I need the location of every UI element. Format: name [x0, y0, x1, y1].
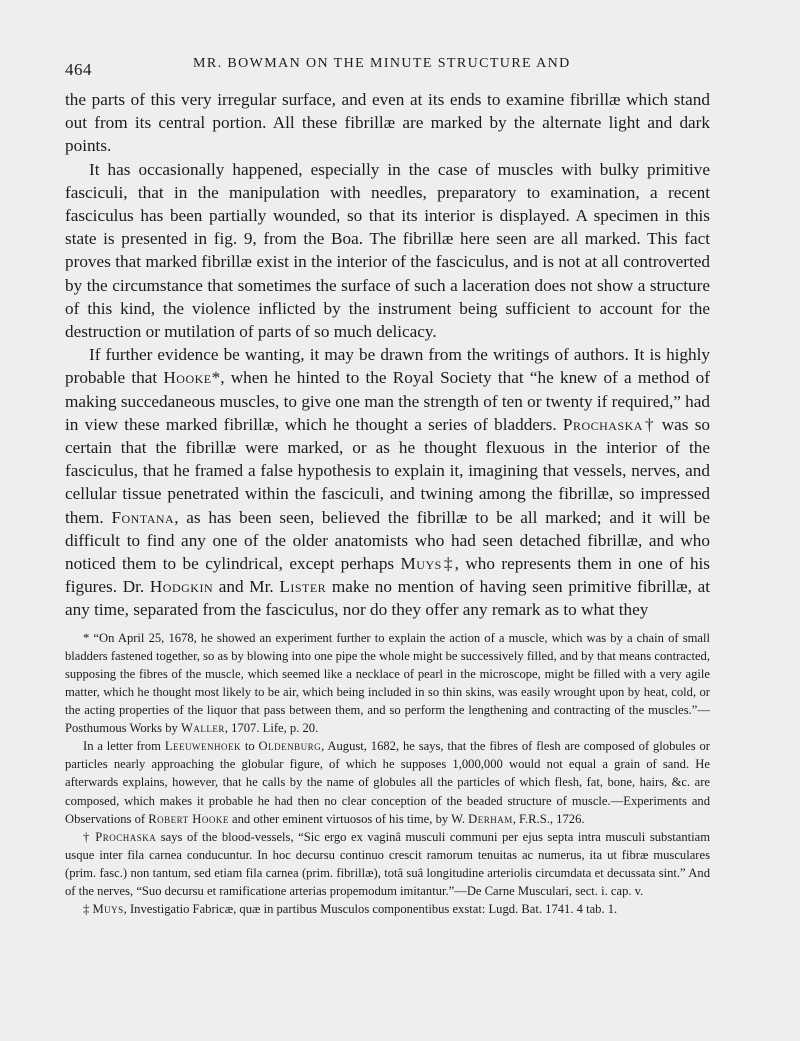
paragraph-continuation: the parts of this very irregular surface, and even at its ends to examine fibrillæ which stand out from its central portion. All these fibrillæ are marked by the alternate light and dark points. — [65, 90, 710, 156]
author-name: Muys — [92, 902, 124, 917]
author-name: Prochaska — [562, 414, 643, 434]
paragraph-lacerated-fasciculus: It has occasionally happened, especially in the case of muscles with bulky primitive fasciculi, that in the manipulation with needles, preparatory to examination, a recent fasciculus has been partially wounded, so that its interior is displayed. A specimen in this state is presented in fig. 9, from the Boa. The fibrillæ here seen are all marked. This fact proves that marked fibrillæ exist in the interior of the fasciculus, and is not at all controverted by the circumstance that sometimes the surface of such a laceration does not show a structure of this kind, the violence inflicted by the instrument being sufficient to account for the destruction or mutilation of parts of so much delicacy. — [65, 159, 710, 342]
author-name: Hodgkin — [149, 577, 214, 597]
footnote-prochaska: † Prochaska says of the blood-vessels, “Sic ergo ex vaginâ musculi communi per ejus septa intra musculi substantiam usque inter fila carnea conducuntur. In hoc decursu continuo crescit ramorum tenuitas ac numerus, ita ut fibræ musculares (prim. fasc.) non tantum, sed etiam fila carnea (prim. fibrillæ), totâ suâ longitudine arteriolis circumdata et decussata sint.” And of the nerves, “Suo decursu et ramificatione arterias propemodum imitantur.”—De Carne Musculari, sect. i. cap. v. — [65, 829, 710, 898]
footnotes — [65, 629, 710, 919]
footnote-muys: ‡ Muys, Investigatio Fabricæ, quæ in partibus Musculos componentibus exstat: Lugd. Bat. 1741. 4 tab. 1. — [83, 902, 618, 917]
author-name: Leeuwenhoek — [164, 739, 241, 754]
footnote-leeuwenhoek: In a letter from Leeuwenhoek to Oldenburg, August, 1682, he says, that the fibres of flesh are composed of globules or particles nearly approaching the globular figure, of which he supposes 1,000,000 would not equal a grain of sand. He afterwards explains, however, that he calls by the name of globules all the particles of which flesh, fat, bone, hairs, &c. are composed, which makes it probable he had then no clear conception of the beaded structure of muscle.—Experiments and Observations of Robert Hooke and other eminent virtuosos of his time, by W. Derham, F.R.S., 1726. — [65, 739, 710, 826]
author-name: Robert Hooke — [148, 811, 229, 826]
page-number: 464 — [65, 60, 92, 79]
running-title: MR. BOWMAN ON THE MINUTE STRUCTURE AND — [193, 56, 571, 71]
author-name: Derham — [468, 811, 513, 826]
running-head — [65, 50, 710, 84]
main-text — [65, 88, 710, 622]
paragraph-evidence-from-authors: If further evidence be wanting, it may be drawn from the writings of authors. It is highly probable that Hooke*, when he hinted to the Royal Society that “he knew of a method of making succedaneous muscles, to give one man the strength of ten or twenty if required,” had in view these marked fibrillæ, which he thought a series of bladders. Prochaska† was so certain that the fibrillæ were marked, or as he thought flexuous in the interior of the fasciculus, that he framed a false hypothesis to explain it, imagining that vessels, nerves, and cellular tissue penetrated within the fasciculi, and twining among the fibrillæ, so impressed them. Fontana, as has been seen, believed the fibrillæ to be all marked; and it will be difficult to find any one of the older anatomists who had seen detached fibrillæ, and who noticed them to be cylindrical, except perhaps Muys‡, who represents them in one of his figures. Dr. Hodgkin and Mr. Lister make no mention of having seen primitive fibrillæ, at any time, separated from the fasciculus, nor do they offer any remark as to what they — [65, 345, 711, 620]
author-name: Oldenburg — [258, 739, 322, 754]
footnote-hooke: * “On April 25, 1678, he showed an experiment further to explain the action of a muscle, which was by a chain of small bladders fastened together, so as by blowing into one pipe the whole might be successively filled, and by that means contracted, supposing the fibres of the muscle, which seemed like a necklace of pearl in the microscope, might be filled with a very agile matter, which he thought most likely to be air, which being included in so thin skins, was easily wrought upon by heat, cold, or the acting properties of the liquor that pass between them, and so perform the lengthening and contracting of the muscles.”—Posthumous Works by Waller, 1707. Life, p. 20. — [65, 630, 710, 736]
author-name: Fontana — [111, 507, 175, 527]
author-name: Lister — [279, 577, 327, 597]
author-name: Muys — [400, 554, 442, 574]
author-name: Hooke — [163, 368, 212, 388]
author-name: Waller — [180, 721, 225, 736]
author-name: Prochaska — [95, 829, 157, 844]
